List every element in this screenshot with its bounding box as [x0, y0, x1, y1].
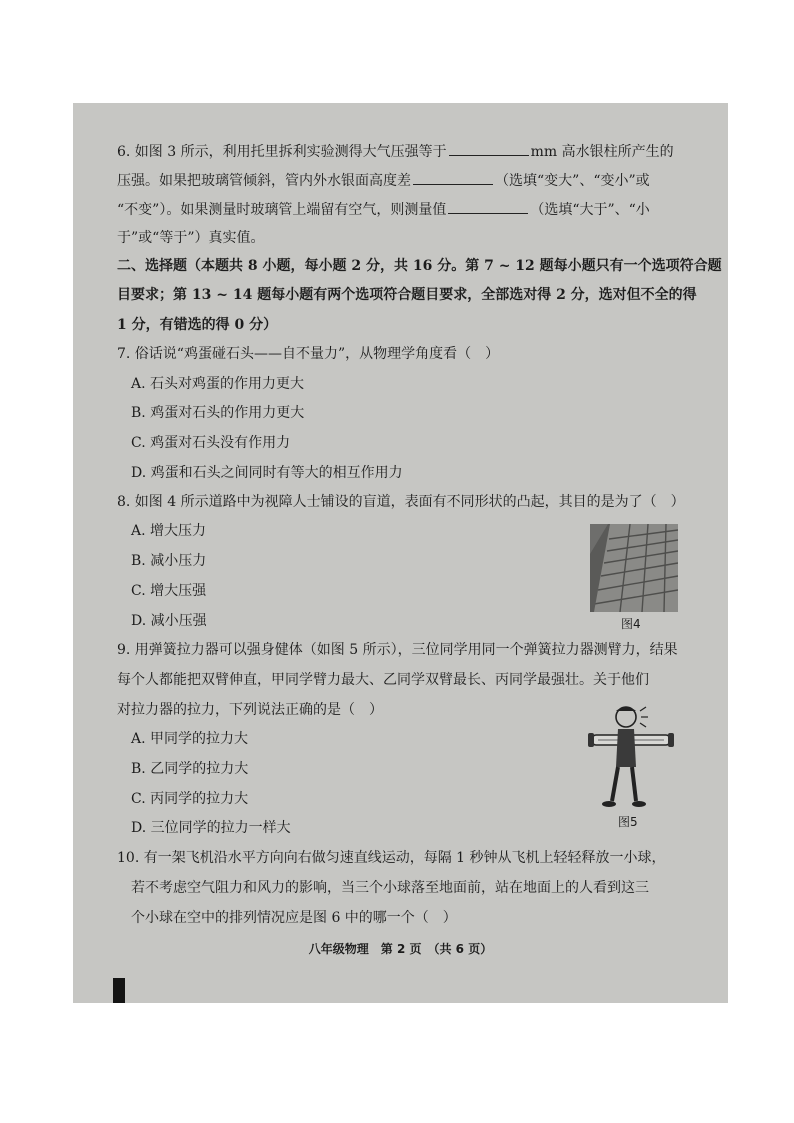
- q10-line-2: 若不考虑空气阻力和风力的影响，当三个小球落至地面前，站在地面上的人看到这三: [131, 880, 649, 896]
- q9-option-a: A. 甲同学的拉力大: [131, 731, 249, 747]
- q7-option-a: A. 石头对鸡蛋的作用力更大: [131, 376, 305, 392]
- q6-text: mm 高水银柱所产生的: [530, 144, 674, 160]
- q6-text: （选填“变大”、“变小”或: [495, 173, 650, 189]
- q8-stem: 8. 如图 4 所示道路中为视障人士铺设的盲道，表面有不同形状的凸起，其目的是为了（ ）: [117, 494, 685, 510]
- q9-option-d: D. 三位同学的拉力一样大: [131, 820, 291, 836]
- q6-text: （选填“大于”、“小: [530, 202, 650, 218]
- tactile-paving-photo: [590, 524, 678, 612]
- q9-option-c: C. 丙同学的拉力大: [131, 791, 249, 807]
- figure-5-caption: 图5: [618, 815, 638, 829]
- q9-option-b: B. 乙同学的拉力大: [131, 761, 249, 777]
- q10-line-1: 10. 有一架飞机沿水平方向向右做匀速直线运动，每隔 1 秒钟从飞机上轻轻释放一小球，: [117, 850, 666, 866]
- q7-option-c: C. 鸡蛋对石头没有作用力: [131, 435, 291, 451]
- q8-option-d: D. 减小压强: [131, 613, 207, 629]
- q9-line-1: 9. 用弹簧拉力器可以强身健体（如图 5 所示），三位同学用同一个弹簧拉力器测臂力，结果: [117, 642, 678, 658]
- corner-registration-mark: [113, 978, 125, 1003]
- section2-heading-line-2: 目要求；第 13 ~ 14 题每小题有两个选项符合题目要求，全部选对得 2 分，选对但不全的得: [117, 287, 697, 303]
- q7-option-b: B. 鸡蛋对石头的作用力更大: [131, 405, 305, 421]
- q6-line-3: [117, 199, 650, 220]
- q9-line-2: 每个人都能把双臂伸直，甲同学臂力最大、乙同学双臂最长、丙同学最强壮。关于他们: [117, 672, 649, 688]
- q6-line-2: [117, 170, 650, 191]
- q6-line-1: [117, 141, 674, 162]
- answer-blank: [449, 141, 529, 156]
- answer-blank: [413, 170, 493, 185]
- spring-expander-figure: [588, 703, 678, 811]
- q6-text: 6. 如图 3 所示，利用托里拆利实验测得大气压强等于: [117, 144, 447, 160]
- q8-option-a: A. 增大压力: [131, 523, 207, 539]
- q9-line-3: 对拉力器的拉力，下列说法正确的是（ ）: [117, 702, 383, 718]
- q6-text: 压强。如果把玻璃管倾斜，管内外水银面高度差: [117, 173, 411, 189]
- q8-option-c: C. 增大压强: [131, 583, 207, 599]
- page-footer: 八年级物理 第 2 页 （共 6 页）: [308, 942, 493, 956]
- q10-line-3: 个小球在空中的排列情况应是图 6 中的哪一个（ ）: [131, 910, 457, 926]
- section2-heading-line-1: 二、选择题（本题共 8 小题，每小题 2 分，共 16 分。第 7 ~ 12 题每小题只有一个选项符合题: [117, 258, 722, 274]
- q6-text: “不变”）。如果测量时玻璃管上端留有空气，则测量值: [117, 202, 447, 218]
- section2-heading-line-3: 1 分，有错选的得 0 分）: [117, 317, 278, 333]
- q7-option-d: D. 鸡蛋和石头之间同时有等大的相互作用力: [131, 465, 403, 481]
- exam-page: [73, 103, 728, 1003]
- figure-4-caption: 图4: [621, 617, 641, 631]
- q6-line-4: 于”或“等于”）真实值。: [117, 230, 265, 246]
- answer-blank: [448, 199, 528, 214]
- q7-stem: 7. 俗话说“鸡蛋碰石头——自不量力”，从物理学角度看（ ）: [117, 346, 500, 362]
- q8-option-b: B. 减小压力: [131, 553, 207, 569]
